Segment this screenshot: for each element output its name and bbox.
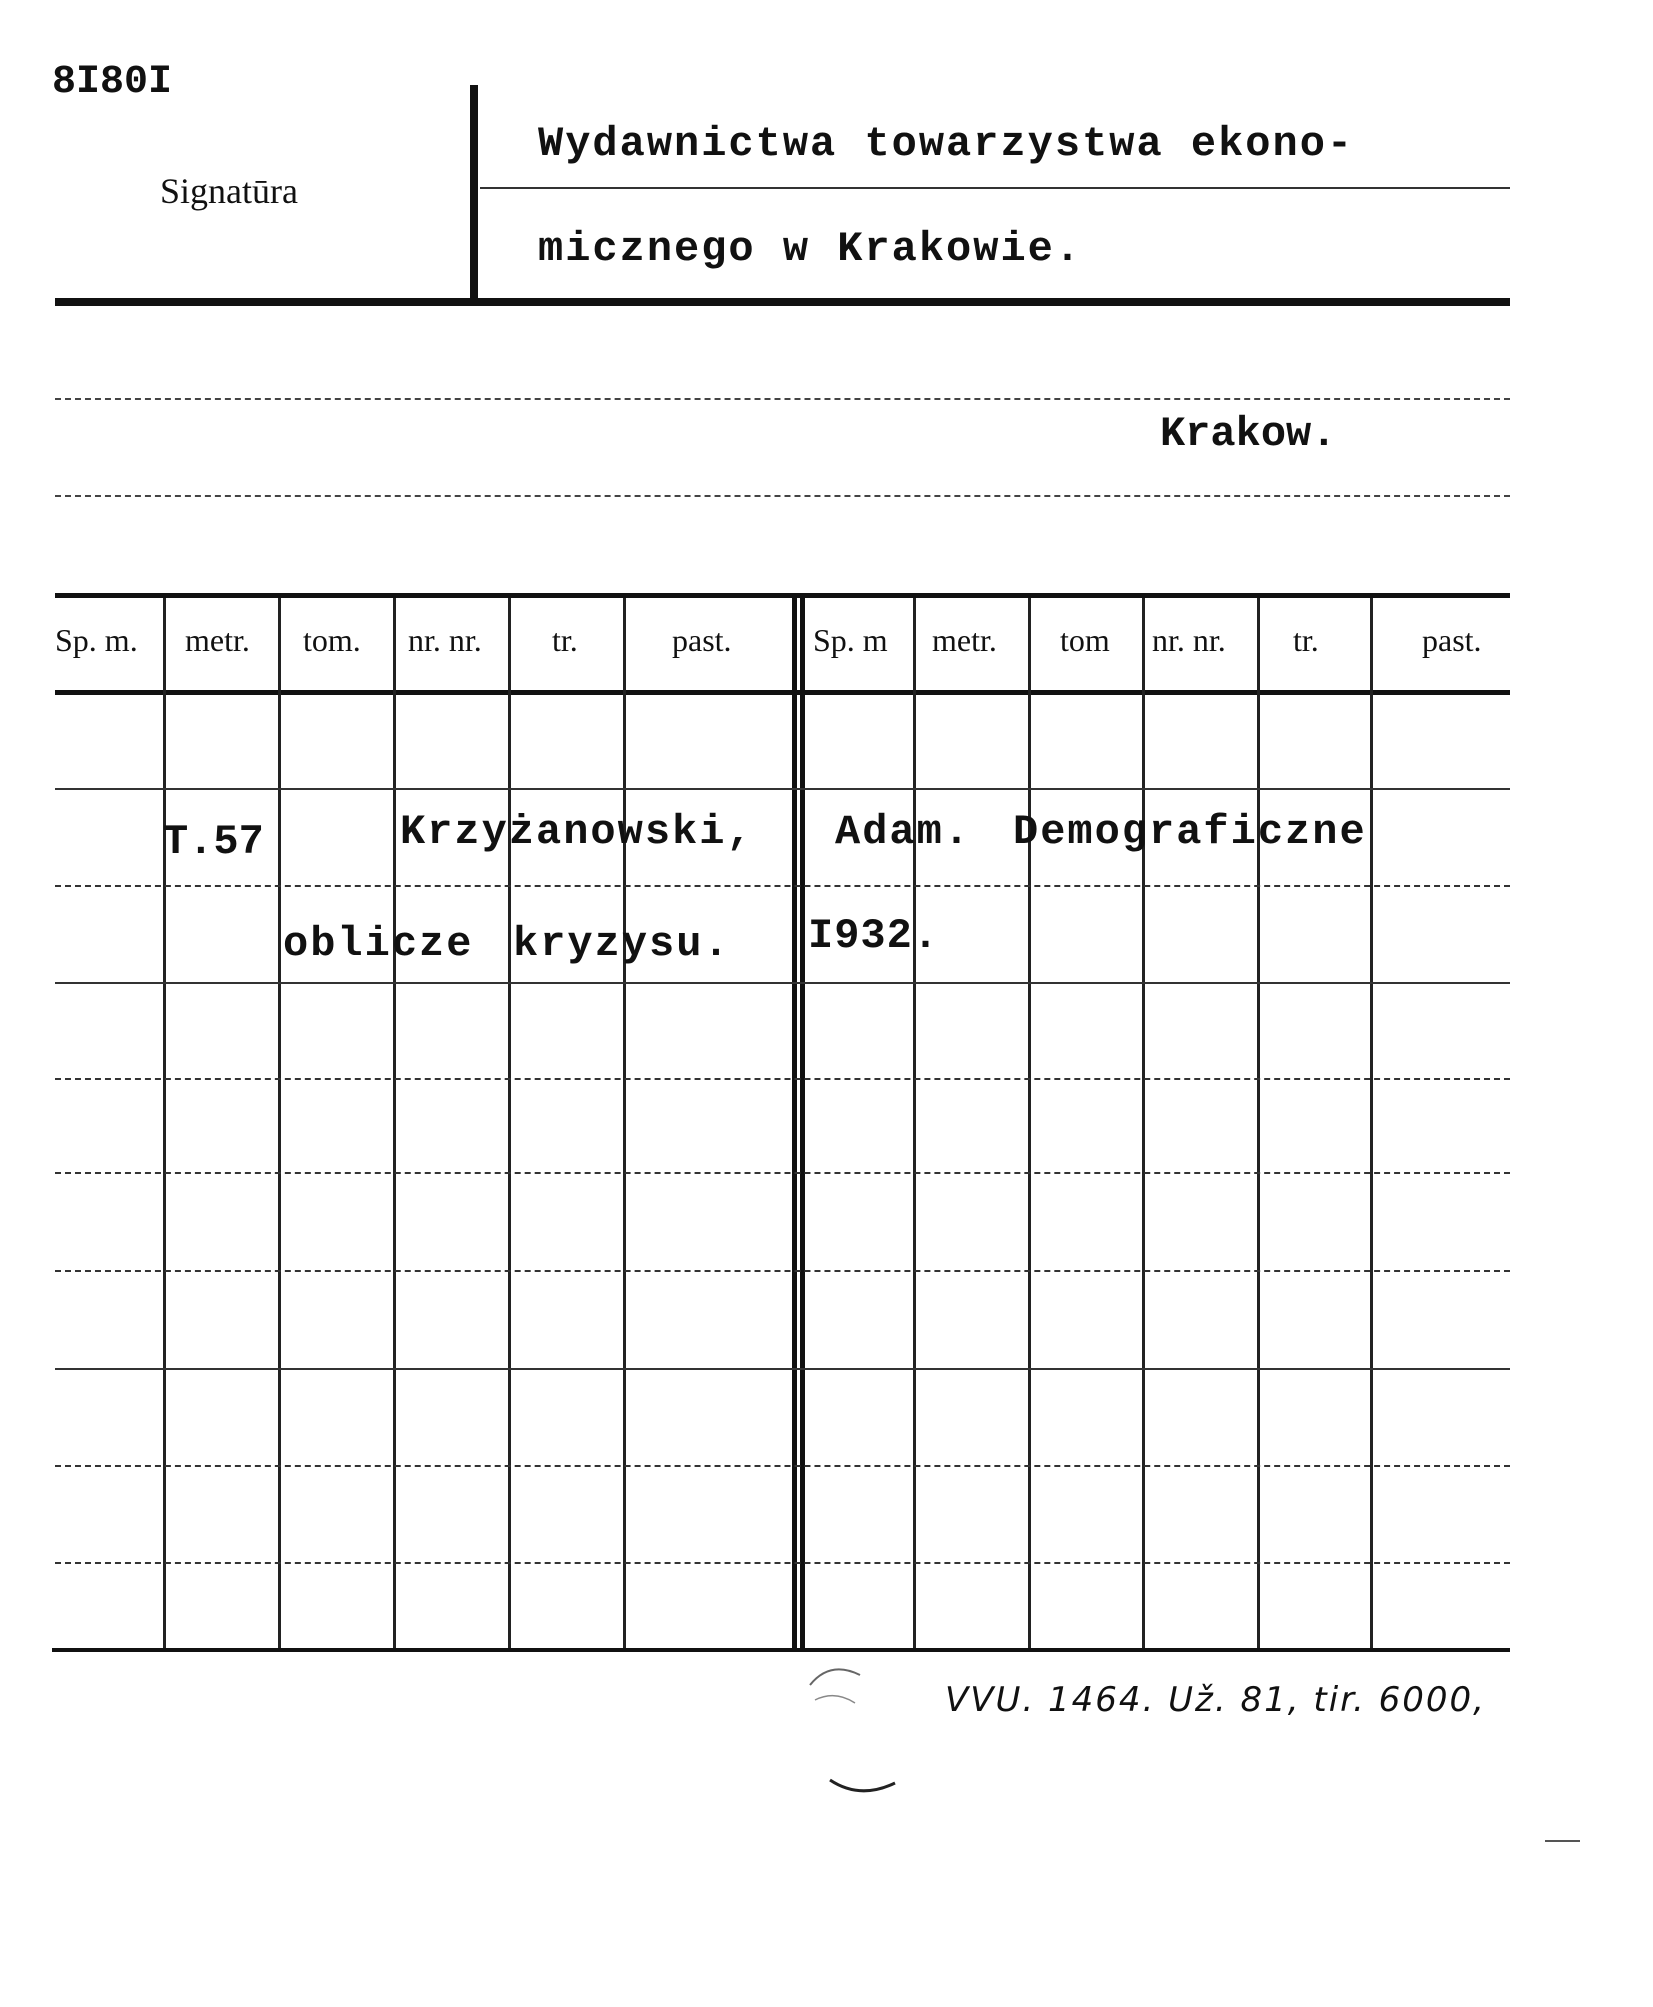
- row-rule: [55, 788, 1510, 790]
- row-rule: [55, 1562, 1510, 1564]
- title-line-2: micznego w Krakowie.: [538, 225, 1083, 273]
- header-sp-m-right: Sp. m: [813, 622, 888, 658]
- header-past-right: past.: [1422, 622, 1482, 658]
- table-bottom-rule: [52, 1648, 1510, 1652]
- header-tr-left: tr.: [552, 622, 578, 658]
- title-line-1: Wydawnictwa towarzystwa ekono-: [538, 120, 1355, 168]
- dashed-rule-2: [55, 495, 1510, 497]
- center-double-line: [792, 598, 797, 1648]
- entry-title-part: Demograficzne: [1013, 808, 1367, 856]
- margin-dash: [1545, 1840, 1580, 1842]
- column-line: [278, 598, 281, 1648]
- header-past-left: past.: [672, 622, 732, 658]
- entry-title-line2b: kryzysu.: [513, 920, 731, 968]
- column-line: [1142, 598, 1145, 1648]
- column-line: [1257, 598, 1260, 1648]
- entry-author: Krzyżanowski,: [400, 808, 754, 856]
- header-sp-m-left: Sp. m.: [55, 622, 138, 658]
- signature-number: 8I80I: [52, 60, 173, 105]
- header-tom-left: tom.: [303, 622, 361, 658]
- column-line: [623, 598, 626, 1648]
- header-tr-right: tr.: [1293, 622, 1319, 658]
- handwritten-note: VVU. 1464. Už. 81, tir. 6000,: [945, 1680, 1486, 1720]
- header-rule: [55, 298, 1510, 306]
- entry-volume: T.57: [163, 818, 264, 866]
- row-rule: [55, 1270, 1510, 1272]
- row-rule: [55, 1465, 1510, 1467]
- column-line: [163, 598, 166, 1648]
- header-tom-right: tom: [1060, 622, 1110, 658]
- row-rule: [55, 982, 1510, 984]
- stamp-mark-icon: [800, 1655, 880, 1725]
- curve-mark-icon: [825, 1775, 905, 1805]
- entry-title-line2: oblicze: [283, 920, 474, 968]
- place: Krakow.: [1160, 410, 1337, 458]
- column-line: [913, 598, 916, 1648]
- column-line: [1028, 598, 1031, 1648]
- row-rule: [55, 1368, 1510, 1370]
- center-double-line: [800, 598, 805, 1648]
- dashed-rule-1: [55, 398, 1510, 400]
- entry-year: I932.: [808, 912, 940, 960]
- entry-author-first: Adam.: [835, 808, 972, 856]
- row-rule: [55, 1172, 1510, 1174]
- column-line: [1370, 598, 1373, 1648]
- column-line: [508, 598, 511, 1648]
- table-top-rule: [55, 593, 1510, 598]
- signature-label: Signatūra: [160, 171, 298, 211]
- header-metr-right: metr.: [932, 622, 997, 658]
- title-rule: [480, 187, 1510, 189]
- header-metr-left: metr.: [185, 622, 250, 658]
- column-line: [393, 598, 396, 1648]
- header-divider: [470, 85, 478, 300]
- table-header-rule: [55, 690, 1510, 695]
- row-rule: [55, 885, 1510, 887]
- header-nr-left: nr. nr.: [408, 622, 482, 658]
- row-rule: [55, 1078, 1510, 1080]
- header-nr-right: nr. nr.: [1152, 622, 1226, 658]
